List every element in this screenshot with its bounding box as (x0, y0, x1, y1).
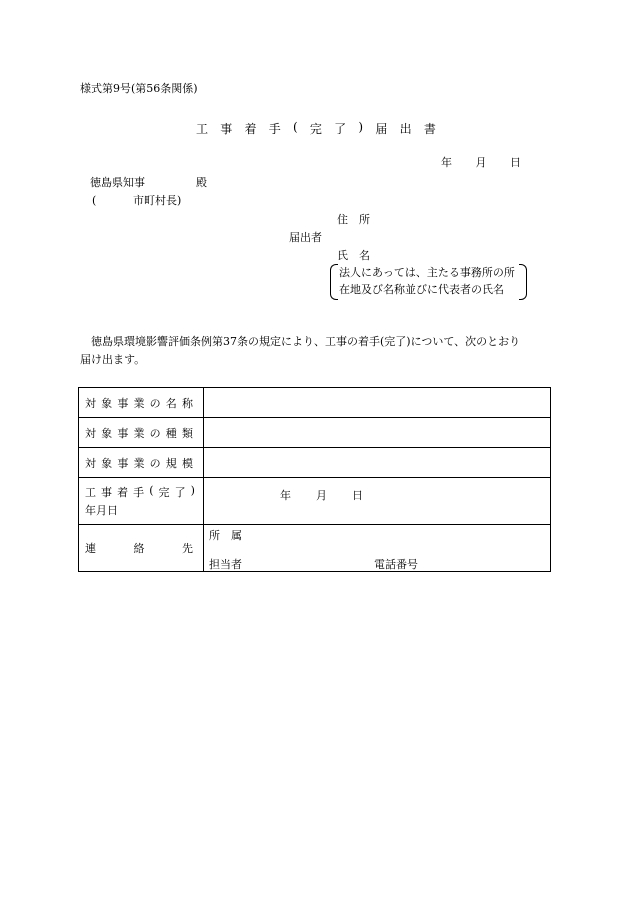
project-type-value[interactable] (204, 418, 551, 448)
left-bracket (330, 264, 338, 300)
label-char: の (149, 456, 161, 470)
title-char: 書 (423, 122, 436, 136)
label-char: 着 (117, 486, 129, 499)
project-scale-value[interactable] (204, 448, 551, 478)
title-char: 了 (334, 122, 347, 136)
body-line-2: 届け出ます。 (80, 353, 146, 366)
label-char: 先 (182, 542, 193, 555)
applicant-label: 届出者 (289, 231, 322, 244)
project-name-label (79, 388, 204, 418)
name-label: 氏 名 (337, 249, 370, 262)
form-number: 様式第9号(第56条関係) (80, 82, 198, 95)
title-char: 完 (309, 122, 322, 136)
corporate-note-line1: 法人にあっては、主たる事務所の所 (339, 266, 515, 279)
label-char: 事 (117, 426, 129, 440)
label-char: 象 (101, 456, 113, 470)
label-char: 対 (85, 396, 96, 410)
label-char: 対 (85, 456, 96, 470)
title-char: 届 (375, 122, 388, 136)
affiliation-label: 所 属 (209, 529, 242, 542)
label-char: 絡 (133, 542, 145, 555)
title-char: 手 (268, 122, 281, 136)
addressee-mayor: 市町村長) (133, 194, 182, 207)
document-title (196, 120, 436, 137)
date-year-label: 年 (441, 156, 452, 169)
addressee-governor: 徳島県知事 (90, 176, 145, 189)
label-char: 対 (85, 426, 96, 440)
label-char: 称 (181, 396, 193, 410)
start-date-label-line2: 年月日 (85, 504, 118, 517)
project-name-value[interactable] (204, 388, 551, 418)
corporate-note-line2: 在地及び名称並びに代表者の氏名 (339, 283, 504, 296)
table-row (79, 478, 551, 525)
project-scale-label (79, 448, 204, 478)
title-char: 工 (196, 122, 209, 136)
label-char: 名 (165, 396, 177, 410)
table-row (79, 525, 551, 572)
label-char: ( (149, 484, 154, 497)
contact-value[interactable] (204, 525, 551, 572)
label-char: 事 (117, 396, 129, 410)
table-row (79, 388, 551, 418)
label-char: の (149, 426, 161, 440)
label-char: 業 (133, 396, 145, 410)
address-label: 住 所 (337, 213, 370, 226)
label-char: 完 (158, 486, 170, 499)
table-row (79, 418, 551, 448)
addressee-paren: ( (92, 194, 97, 207)
label-char: の (149, 396, 161, 410)
label-char: 規 (165, 456, 177, 470)
date-day-label: 日 (352, 489, 363, 502)
label-char: 手 (133, 486, 145, 499)
table-row (79, 448, 551, 478)
date-month-label: 月 (475, 156, 487, 169)
start-date-label (79, 478, 204, 525)
label-char: 種 (165, 426, 177, 440)
label-char: 業 (133, 456, 145, 470)
label-char: 事 (101, 486, 113, 499)
right-bracket (519, 264, 527, 300)
addressee-honorific: 殿 (196, 176, 207, 189)
project-type-label (79, 418, 204, 448)
label-char: 連 (85, 542, 96, 555)
phone-number-label: 電話番号 (374, 558, 418, 571)
date-month-label: 月 (316, 489, 327, 502)
title-char: 出 (399, 122, 412, 136)
person-in-charge-label: 担当者 (209, 558, 242, 571)
start-date-value[interactable] (204, 478, 551, 525)
contact-label (79, 525, 204, 572)
title-char: 事 (220, 122, 233, 136)
date-day-label: 日 (510, 156, 521, 169)
label-char: 類 (181, 426, 193, 440)
project-info-table (78, 387, 551, 572)
label-char: 象 (101, 396, 113, 410)
label-char: ) (190, 484, 195, 497)
title-char: ( (293, 120, 298, 134)
title-char: ) (358, 120, 364, 134)
label-char: 了 (174, 486, 186, 499)
label-char: 業 (133, 426, 145, 440)
body-line-1: 徳島県環境影響評価条例第37条の規定により、工事の着手(完了)について、次のとおり (91, 335, 521, 348)
submission-date (441, 156, 521, 170)
title-char: 着 (244, 122, 257, 136)
label-char: 模 (181, 456, 193, 470)
label-char: 工 (85, 486, 96, 499)
date-year-label: 年 (280, 489, 291, 502)
label-char: 象 (101, 426, 113, 440)
label-char: 事 (117, 456, 129, 470)
